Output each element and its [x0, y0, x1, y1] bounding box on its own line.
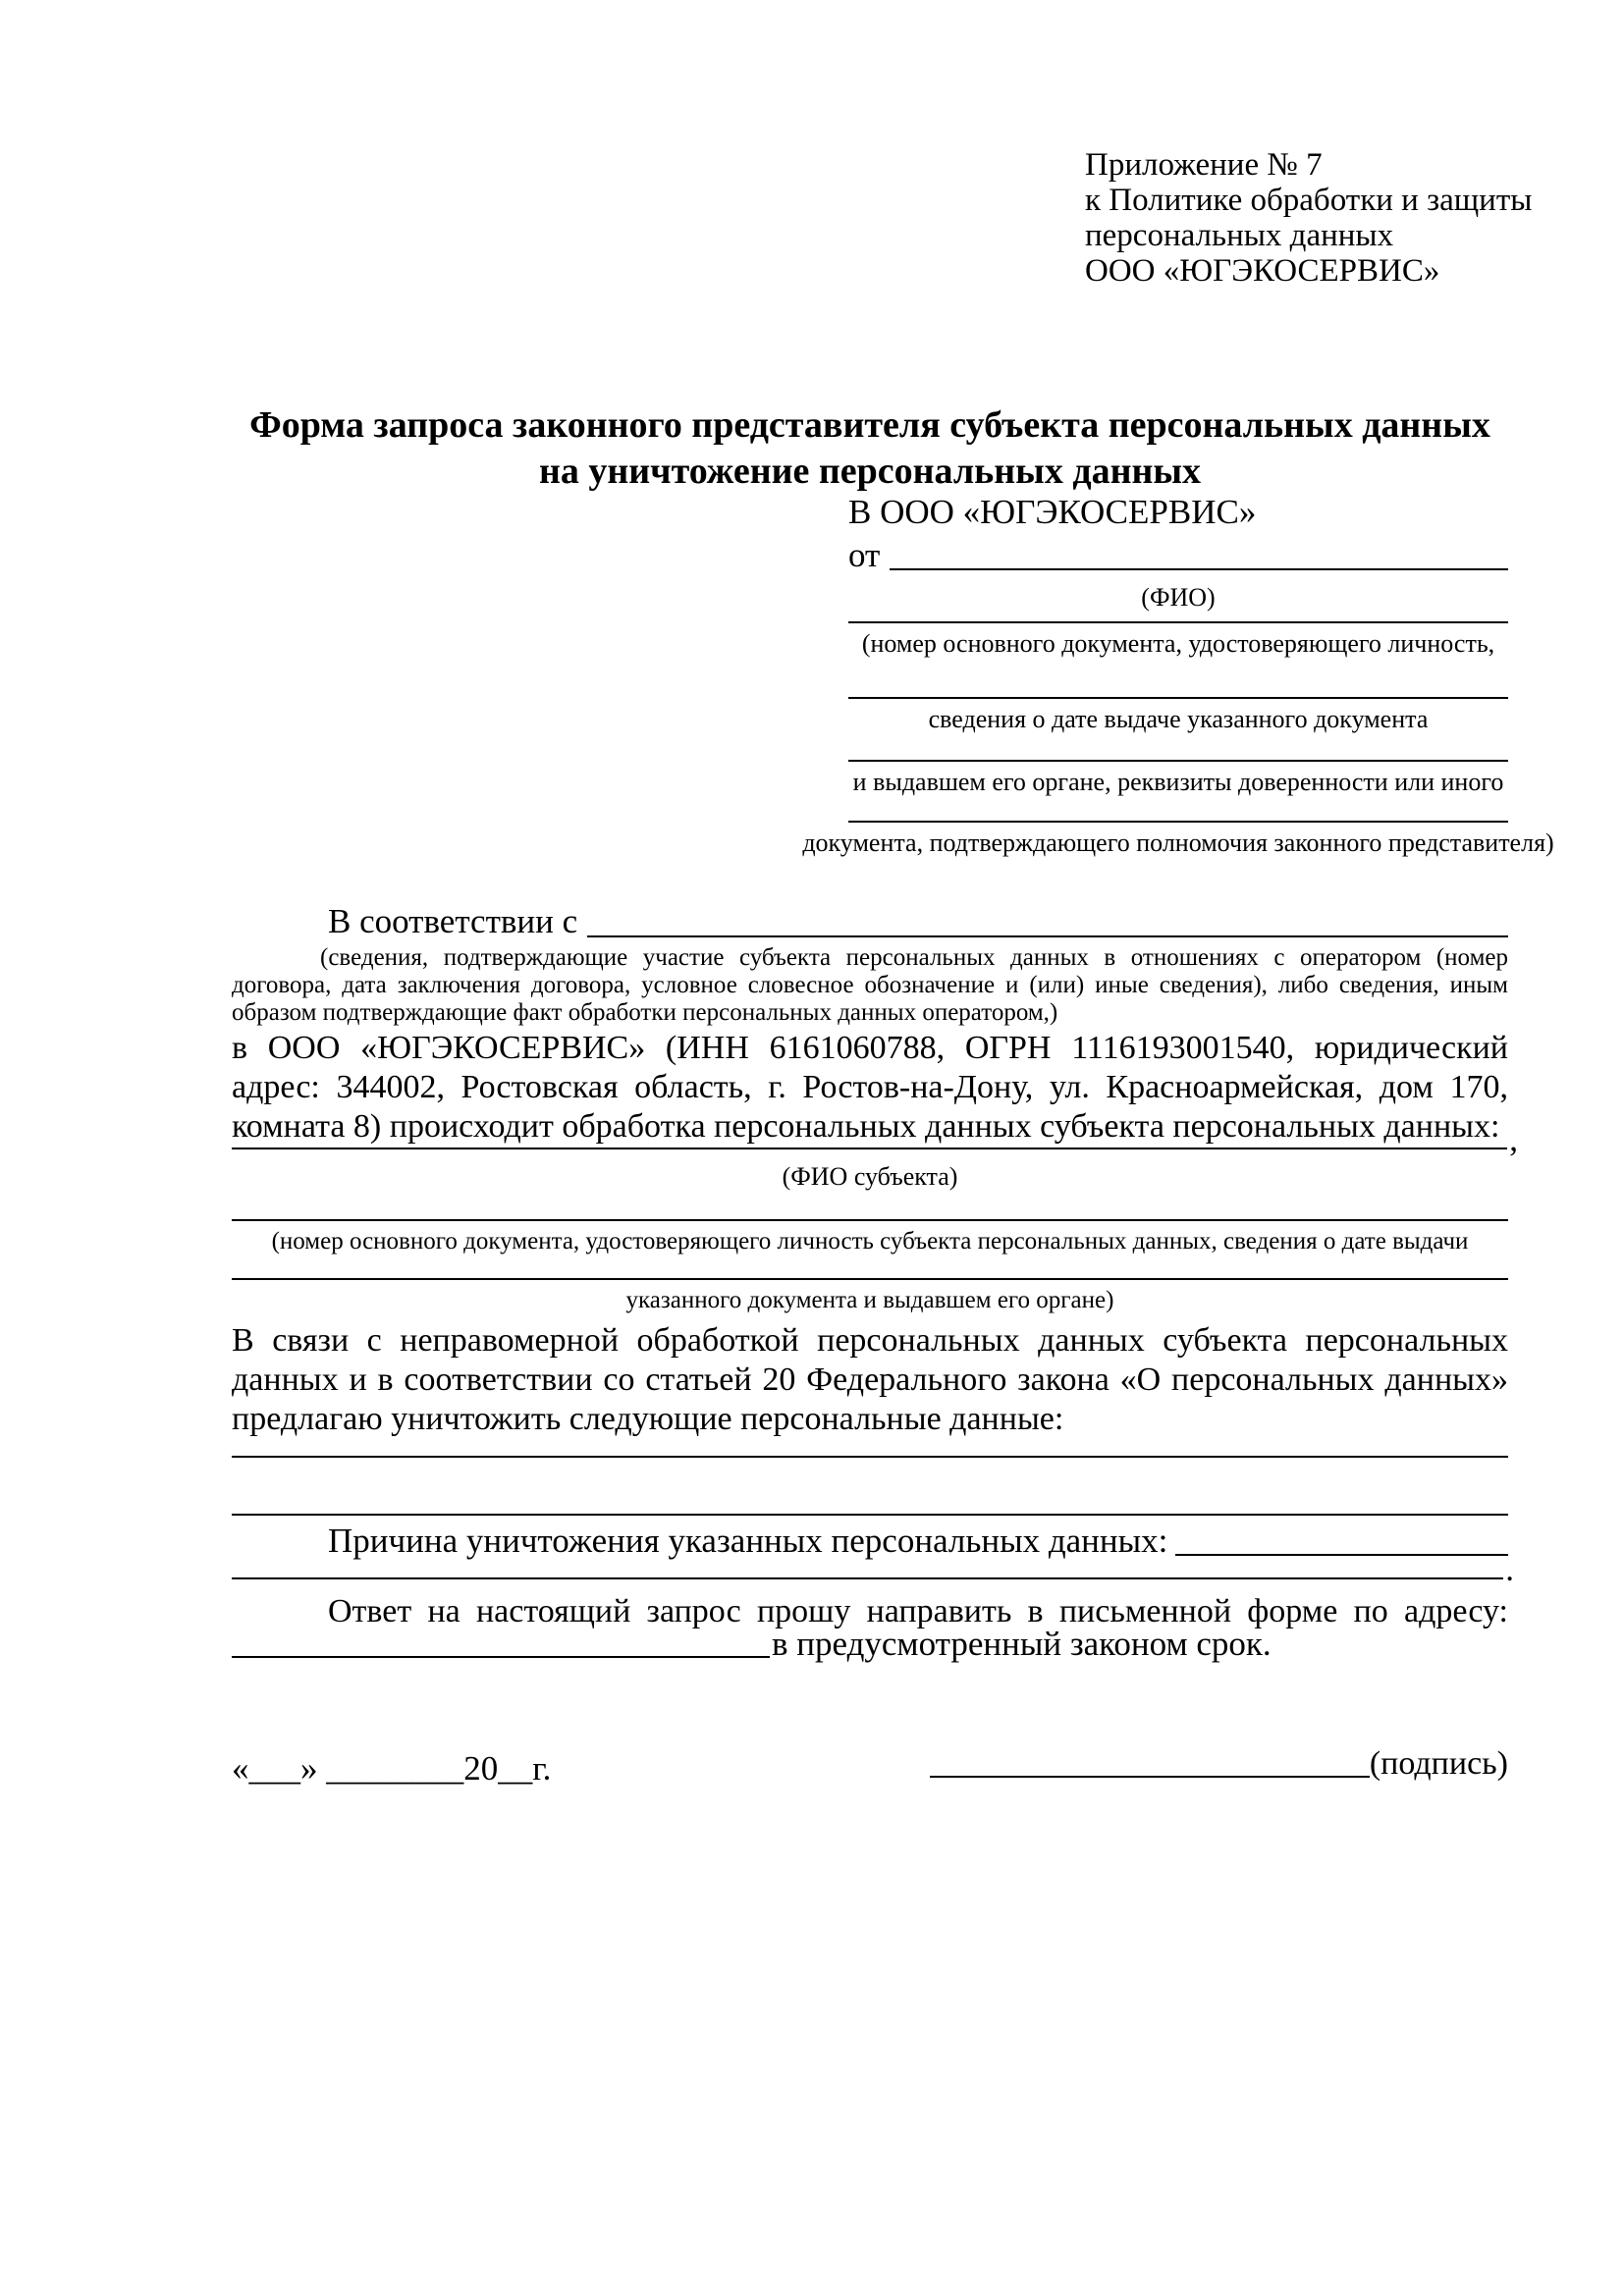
- signature-blank-line: [930, 1775, 1370, 1778]
- appendix-line-1: Приложение № 7: [1085, 147, 1323, 183]
- answer-address-row: [232, 1625, 1508, 1663]
- blank-line-doc-1: [848, 621, 1508, 623]
- answer-paragraph: Ответ на настоящий запрос прошу направить в письменной форме по адресу:: [328, 1593, 1508, 1629]
- data-blank-line-2: [232, 1514, 1508, 1516]
- doc-caption-1: (номер основного документа, удостоверяющего личность,: [861, 629, 1495, 658]
- date-field: «___» ________20__г.: [232, 1749, 552, 1788]
- form-title-line-2: на уничтожение персональных данных: [538, 451, 1202, 492]
- addressee-org: В ООО «ЮГЭКОСЕРВИС»: [848, 493, 1257, 531]
- address-blank-line: [232, 1655, 770, 1658]
- subject-fio-blank-line: [232, 1147, 1507, 1149]
- subject-doc-blank-line-2: [232, 1278, 1508, 1280]
- blank-line-doc-2: [848, 697, 1508, 699]
- from-label: от: [848, 536, 881, 574]
- subject-doc-caption-1: (номер основного документа, удостоверяющего личность субъекта персональных данных, сведения о дате выдачи: [271, 1228, 1469, 1255]
- blank-line-doc-4: [848, 821, 1508, 823]
- fio-caption: (ФИО): [1141, 583, 1216, 612]
- appendix-line-2: к Политике обработки и защиты: [1085, 183, 1533, 218]
- doc-caption-3: и выдавшем его органе, реквизиты доверенности или иного: [852, 768, 1504, 796]
- subject-doc-caption-2: указанного документа и выдавшем его органе): [625, 1287, 1114, 1313]
- appendix-line-4: ООО «ЮГЭКОСЕРВИС»: [1085, 253, 1440, 289]
- doc-caption-2: сведения о дате выдаче указанного документа: [928, 705, 1429, 733]
- accordance-caption: (сведения, подтверждающие участие субъекта персональных данных в отношениях с оператором (номер договора, дата заключения договора, условное словесное обозначение и (или) иные сведения), либо сведения, иным образом подтверждающие факт обработки персональных данных оператором,): [232, 944, 1508, 1026]
- appendix-note: [1085, 147, 1556, 289]
- reason-blank-line-2: [232, 1576, 1503, 1579]
- reason-row-2: [232, 1549, 1514, 1588]
- form-title: [232, 402, 1508, 495]
- accordance-label: В соответствии с: [328, 902, 578, 940]
- signature-caption: (подпись): [1369, 1745, 1508, 1782]
- accordance-row: [232, 901, 1508, 942]
- doc-caption-4: документа, подтверждающего полномочия законного представителя): [802, 828, 1554, 857]
- signature-row: [930, 1747, 1508, 1783]
- reason-label: Причина уничтожения указанных персональных данных:: [328, 1522, 1168, 1560]
- data-blank-line-1: [232, 1456, 1508, 1458]
- appendix-line-3: персональных данных: [1085, 218, 1394, 253]
- subject-doc-blank-line-1: [232, 1219, 1508, 1221]
- operator-paragraph: в ООО «ЮГЭКОСЕРВИС» (ИНН 6161060788, ОГРН 1116193001540, юридический адрес: 344002, Ростовская область, г. Ростов-на-Дону, ул. Красноармейская, дом 170, комната 8) происходит обработка персональных данных субъекта персональных данных:: [232, 1030, 1508, 1145]
- from-blank-line: [890, 567, 1508, 570]
- subject-fio-caption: (ФИО субъекта): [782, 1162, 958, 1191]
- answer-tail: в предусмотренный законом срок.: [772, 1625, 1272, 1663]
- demand-paragraph: В связи с неправомерной обработкой персональных данных субъекта персональных данных и в соответствии со статьей 20 Федерального закона «О персональных данных» предлагаю уничтожить следующие персональные данные:: [232, 1322, 1508, 1437]
- from-row: [848, 536, 1508, 575]
- trailing-period: .: [1505, 1550, 1514, 1588]
- trailing-comma: ,: [1509, 1120, 1518, 1158]
- subject-fio-row: [232, 1119, 1518, 1158]
- blank-line-doc-3: [848, 760, 1508, 762]
- accordance-blank-line: [587, 934, 1508, 937]
- form-title-line-1: Форма запроса законного представителя субъекта персональных данных: [249, 404, 1490, 446]
